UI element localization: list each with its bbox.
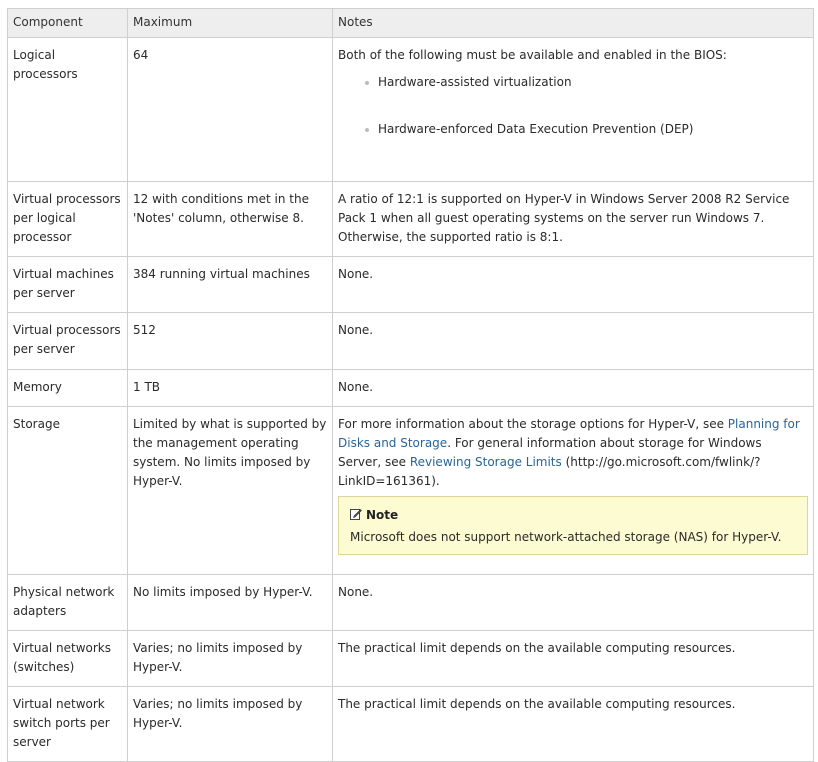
cell-component: Virtual network switch ports per server — [8, 687, 128, 762]
cell-maximum: 12 with conditions met in the 'Notes' column, otherwise 8. — [128, 182, 333, 257]
cell-component: Virtual machines per server — [8, 257, 128, 313]
cell-maximum: 1 TB — [128, 370, 333, 407]
cell-component: Virtual processors per logical processor — [8, 182, 128, 257]
note-pencil-icon — [350, 508, 362, 520]
notes-intro: Both of the following must be available and enabled in the BIOS: — [338, 48, 727, 62]
list-item-text: Hardware-assisted virtualization — [378, 75, 572, 89]
table-row — [8, 257, 814, 313]
notes-text: (http://go.microsoft.com/fwlink/?LinkID=161361). — [338, 455, 761, 488]
cell-notes: None. — [333, 257, 814, 313]
limits-table — [7, 8, 814, 762]
cell-maximum: 64 — [128, 38, 333, 182]
table-row — [8, 313, 814, 370]
cell-maximum: No limits imposed by Hyper-V. — [128, 575, 333, 631]
table-header-row — [8, 9, 814, 38]
table-row — [8, 38, 814, 182]
cell-notes — [333, 407, 814, 575]
table-row — [8, 687, 814, 762]
bullet-dot-icon — [365, 128, 369, 132]
cell-maximum: Limited by what is supported by the management operating system. No limits imposed by Hyper-V. — [128, 407, 333, 575]
cell-notes: The practical limit depends on the available computing resources. — [333, 631, 814, 687]
note-title: Note — [366, 508, 399, 522]
cell-notes: A ratio of 12:1 is supported on Hyper-V in Windows Server 2008 R2 Service Pack 1 when all guest operating systems on the server run Windows 7. Otherwise, the supported ratio is 8:1. — [333, 182, 814, 257]
cell-maximum: Varies; no limits imposed by Hyper-V. — [128, 631, 333, 687]
cell-component: Physical network adapters — [8, 575, 128, 631]
cell-maximum: 384 running virtual machines — [128, 257, 333, 313]
list-item — [364, 73, 808, 92]
cell-component: Virtual networks (switches) — [8, 631, 128, 687]
note-callout — [338, 496, 808, 555]
cell-component: Logical processors — [8, 38, 128, 182]
cell-maximum: 512 — [128, 313, 333, 370]
table-row — [8, 182, 814, 257]
cell-maximum: Varies; no limits imposed by Hyper-V. — [128, 687, 333, 762]
cell-notes — [333, 38, 814, 182]
storage-notes-text — [338, 415, 808, 491]
list-item — [364, 120, 808, 139]
header-component: Component — [8, 9, 128, 38]
cell-component: Virtual processors per server — [8, 313, 128, 370]
planning-disks-storage-link[interactable]: Planning for Disks and Storage — [338, 417, 800, 450]
cell-notes: None. — [333, 370, 814, 407]
bullet-list — [338, 73, 808, 139]
table-row — [8, 370, 814, 407]
cell-component: Memory — [8, 370, 128, 407]
note-header — [350, 506, 796, 524]
note-text: Microsoft does not support network-attached storage (NAS) for Hyper-V. — [350, 530, 782, 544]
table-row — [8, 631, 814, 687]
table-row — [8, 575, 814, 631]
table-row — [8, 407, 814, 575]
reviewing-storage-limits-link[interactable]: Reviewing Storage Limits — [409, 455, 562, 469]
cell-notes: None. — [333, 313, 814, 370]
notes-text: . For general information about storage for Windows Server, see — [338, 436, 762, 469]
cell-component: Storage — [8, 407, 128, 575]
cell-notes: None. — [333, 575, 814, 631]
notes-text: For more information about the storage options for Hyper-V, see — [338, 417, 728, 431]
cell-notes: The practical limit depends on the available computing resources. — [333, 687, 814, 762]
bullet-dot-icon — [365, 81, 369, 85]
header-notes: Notes — [333, 9, 814, 38]
list-item-text: Hardware-enforced Data Execution Prevention (DEP) — [378, 122, 694, 136]
header-maximum: Maximum — [128, 9, 333, 38]
